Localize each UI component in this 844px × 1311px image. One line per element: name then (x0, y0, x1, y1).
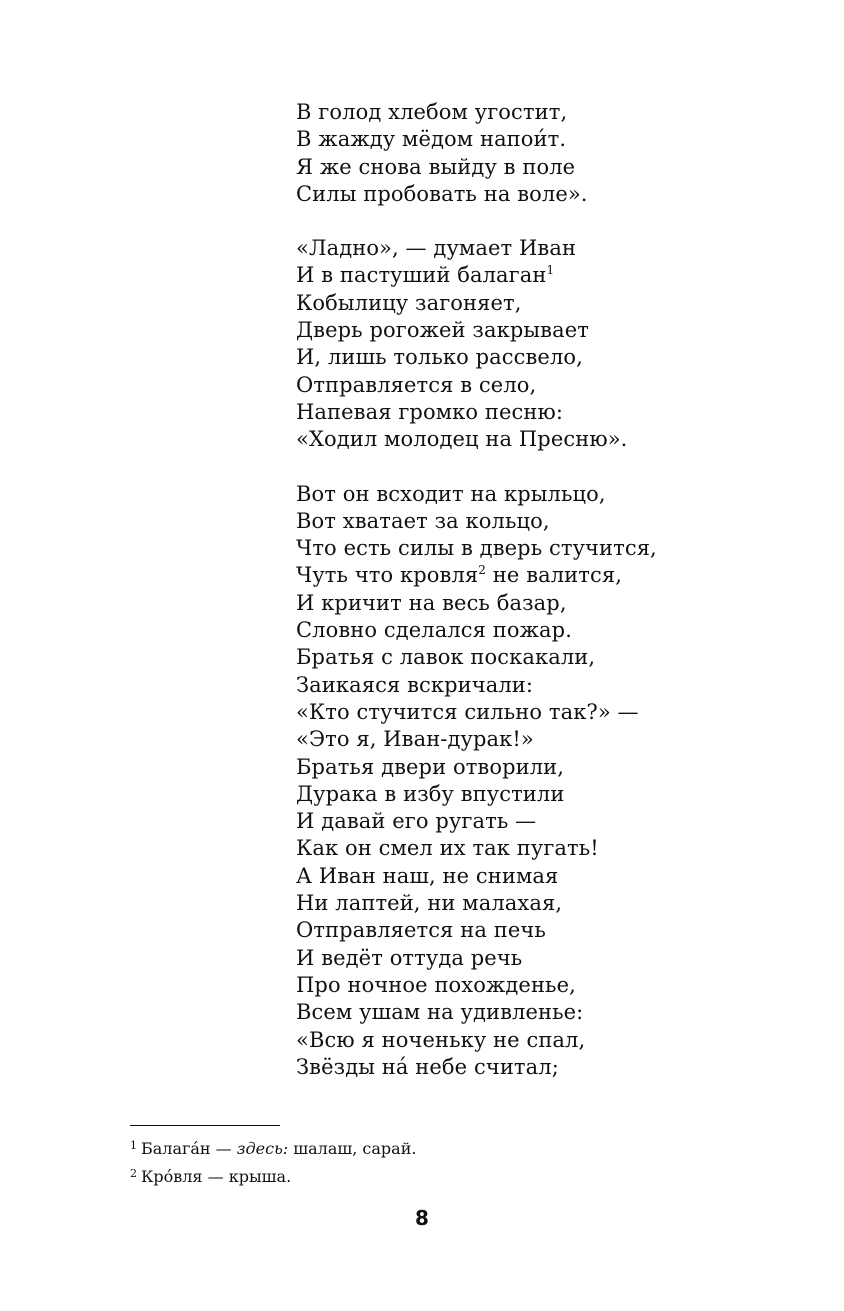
poem-line: Братья двери отворили, (296, 754, 565, 779)
poem-line: Кобылицу загоняет, (296, 290, 522, 315)
footnote-definition: крыша. (228, 1167, 292, 1186)
footnote-ref-1[interactable]: 1 (546, 263, 555, 278)
footnote-dash: — (210, 1139, 237, 1158)
poem-line: Вот хватает за кольцо, (296, 508, 550, 533)
poem-line: Дверь рогожей закрывает (296, 318, 589, 343)
footnote-marker: 2 (130, 1167, 137, 1180)
poem-line: Как он смел их так пугать! (296, 836, 599, 861)
poem-line: В голод хлебом угостит, (296, 100, 568, 124)
footnote-2 (130, 1161, 416, 1189)
footnote-1 (130, 1133, 416, 1161)
poem-line: И, лишь только рассвело, (296, 345, 583, 370)
footnote-qualifier: здесь: (236, 1139, 289, 1158)
footnotes (130, 1133, 416, 1189)
poem-line: И ведёт оттуда речь (296, 945, 523, 970)
poem-line: Звёзды на́ небе считал; (296, 1054, 559, 1079)
poem-line (296, 262, 816, 289)
poem-line: Про ночное похожденье, (296, 972, 576, 997)
stanza-1 (296, 99, 816, 208)
poem-line: А Иван наш, не снимая (296, 863, 559, 888)
poem-text (296, 99, 816, 1081)
stanza-3 (296, 481, 816, 1082)
poem-line: Напевая громко песню: (296, 399, 564, 424)
footnote-dash: — (202, 1167, 229, 1186)
poem-line: Отправляется в село, (296, 372, 537, 397)
poem-line: И кричит на весь базар, (296, 590, 567, 615)
footnote-divider (130, 1125, 280, 1126)
poem-line: Что есть силы в дверь стучится, (296, 536, 657, 561)
poem-line: Дурака в избу впустили (296, 781, 565, 806)
poem-line: Словно сделался пожар. (296, 618, 572, 643)
footnote-marker: 1 (130, 1139, 137, 1152)
poem-line: Силы пробовать на воле». (296, 181, 588, 206)
poem-line (296, 562, 816, 589)
poem-line: Ни лаптей, ни малахая, (296, 891, 563, 916)
page-number: 8 (415, 1206, 429, 1230)
poem-line: Заикаяся вскричали: (296, 672, 534, 697)
footnote-ref-2[interactable]: 2 (478, 563, 487, 578)
poem-line: «Всю я ноченьку не спал, (296, 1027, 586, 1052)
footnote-term: Кро́вля (141, 1167, 203, 1186)
poem-line: Отправляется на печь (296, 918, 546, 943)
poem-line: «Ладно», — думает Иван (296, 236, 577, 261)
poem-line: Я же снова выйду в поле (296, 154, 576, 179)
poem-line: «Ходил молодец на Пресню». (296, 427, 628, 452)
poem-line: Братья с лавок поскакали, (296, 645, 596, 670)
poem-line: В жажду мёдом напои́т. (296, 127, 567, 152)
poem-line: «Это я, Иван-дурак!» (296, 727, 534, 752)
footnote-definition: шалаш, сарай. (288, 1139, 417, 1158)
poem-line-text: Чуть что кровля (296, 563, 479, 588)
stanza-2 (296, 235, 816, 453)
poem-line-text: не валится, (486, 563, 622, 588)
poem-line: Всем ушам на удивленье: (296, 1000, 584, 1025)
poem-line-text: И в пастуший балаган (296, 263, 547, 288)
footnote-term: Балага́н (141, 1139, 211, 1158)
poem-line: И давай его ругать — (296, 809, 537, 834)
poem-line: «Кто стучится сильно так?» — (296, 699, 639, 724)
poem-line: Вот он всходит на крыльцо, (296, 481, 606, 506)
